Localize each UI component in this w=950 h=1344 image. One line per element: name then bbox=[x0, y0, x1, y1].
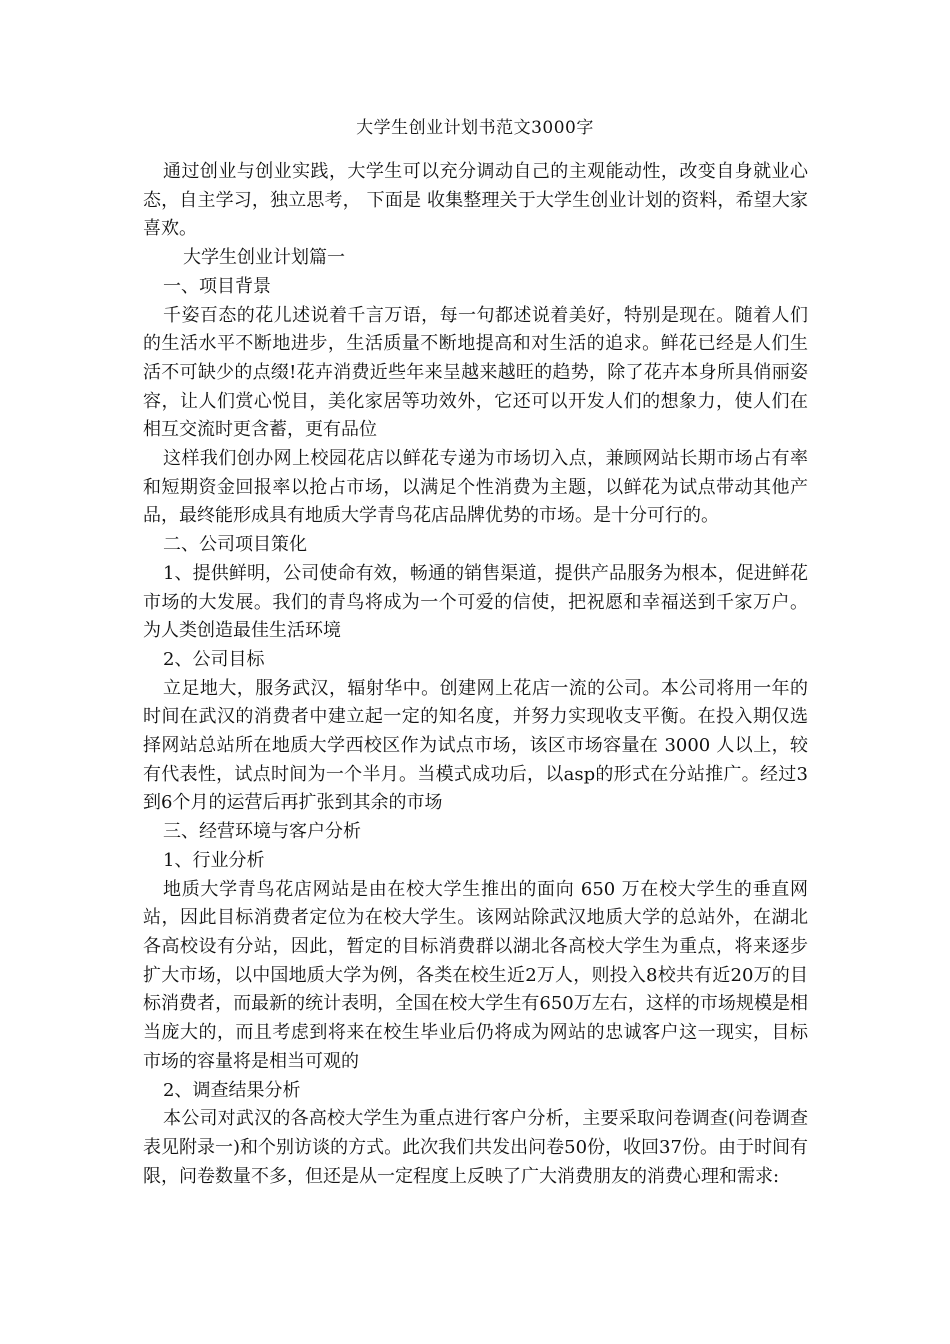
document-title: 大学生创业计划书范文3000字 bbox=[356, 118, 594, 138]
section-heading-plan-one: 大学生创业计划篇一 bbox=[183, 247, 345, 269]
heading-project-background: 一、项目背景 bbox=[163, 275, 271, 297]
heading-survey-analysis: 2、调查结果分析 bbox=[163, 1079, 301, 1101]
paragraph-background-shop: 这样我们创办网上校园花店以鲜花专递为市场切入点，兼顾网站长期市场占有率和短期资金回报率以抢占市场，以满足个性消费为主题，以鲜花为试点带动其他产品，最终能形成具有地质大学青鸟花店品牌优势的市场。是十分可行的。 bbox=[143, 448, 808, 527]
paragraph-company-mission: 1、提供鲜明，公司使命有效，畅通的销售渠道，提供产品服务为根本，促进鲜花市场的大发展。我们的青鸟将成为一个可爱的信使，把祝愿和幸福送到千家万户。为人类创造最佳生活环境 bbox=[143, 562, 808, 642]
paragraph-industry-analysis: 地质大学青鸟花店网站是由在校大学生推出的面向 650 万在校大学生的垂直网站，因此目标消费者定位为在校大学生。该网站除武汉地质大学的总站外，在湖北各高校设有分站，因此，暂定的目标消费群以湖北各高校大学生为重点，将来逐步扩大市场，以中国地质大学为例，各类在校生近2万人，则投入8校共有近20万的目标消费者，而最新的统计表明，全国在校大学生有650万左右，这样的市场规模是相当庞大的，而且考虑到将来在校生毕业后仍将成为网站的忠诚客户这一现实，目标市场的容量将是相当可观的 bbox=[143, 878, 808, 1072]
heading-industry-analysis: 1、行业分析 bbox=[163, 849, 265, 871]
document-body bbox=[143, 158, 808, 1191]
heading-company-planning: 二、公司项目策化 bbox=[163, 534, 307, 556]
heading-company-goal: 2、公司目标 bbox=[163, 648, 265, 670]
paragraph-survey-analysis: 本公司对武汉的各高校大学生为重点进行客户分析，主要采取问卷调查(问卷调查表见附录一)和个别访谈的方式。此次我们共发出问卷50份，收回37份。由于时间有限，问卷数量不多，但还是从一定程度上反映了广大消费朋友的消费心理和需求: bbox=[143, 1108, 808, 1187]
paragraph-background-flowers: 千姿百态的花儿述说着千言万语，每一句都述说着美好，特别是现在。随着人们的生活水平不断地进步，生活质量不断地提高和对生活的追求。鲜花已经是人们生活不可缺少的点缀!花卉消费近些年来呈越来越旺的趋势，除了花卉本身所具俏丽姿容，让人们赏心悦目，美化家居等功效外，它还可以开发人们的想象力，使人们在相互交流时更含蓄，更有品位 bbox=[143, 304, 808, 441]
paragraph-company-goal: 立足地大，服务武汉，辐射华中。创建网上花店一流的公司。本公司将用一年的时间在武汉的消费者中建立起一定的知名度，并努力实现收支平衡。在投入期仅选择网站总站所在地质大学西校区作为试点市场，该区市场容量在 3000 人以上，较有代表性，试点时间为一个半月。当模式成功后，以asp的形式在分站推广。经过3到6个月的运营后再扩张到其余的市场 bbox=[143, 677, 808, 814]
heading-environment-analysis: 三、经营环境与客户分析 bbox=[163, 821, 361, 843]
intro-paragraph: 通过创业与创业实践，大学生可以充分调动自己的主观能动性，改变自身就业心态，自主学习，独立思考， 下面是 收集整理关于大学生创业计划的资料，希望大家喜欢。 bbox=[143, 161, 808, 240]
